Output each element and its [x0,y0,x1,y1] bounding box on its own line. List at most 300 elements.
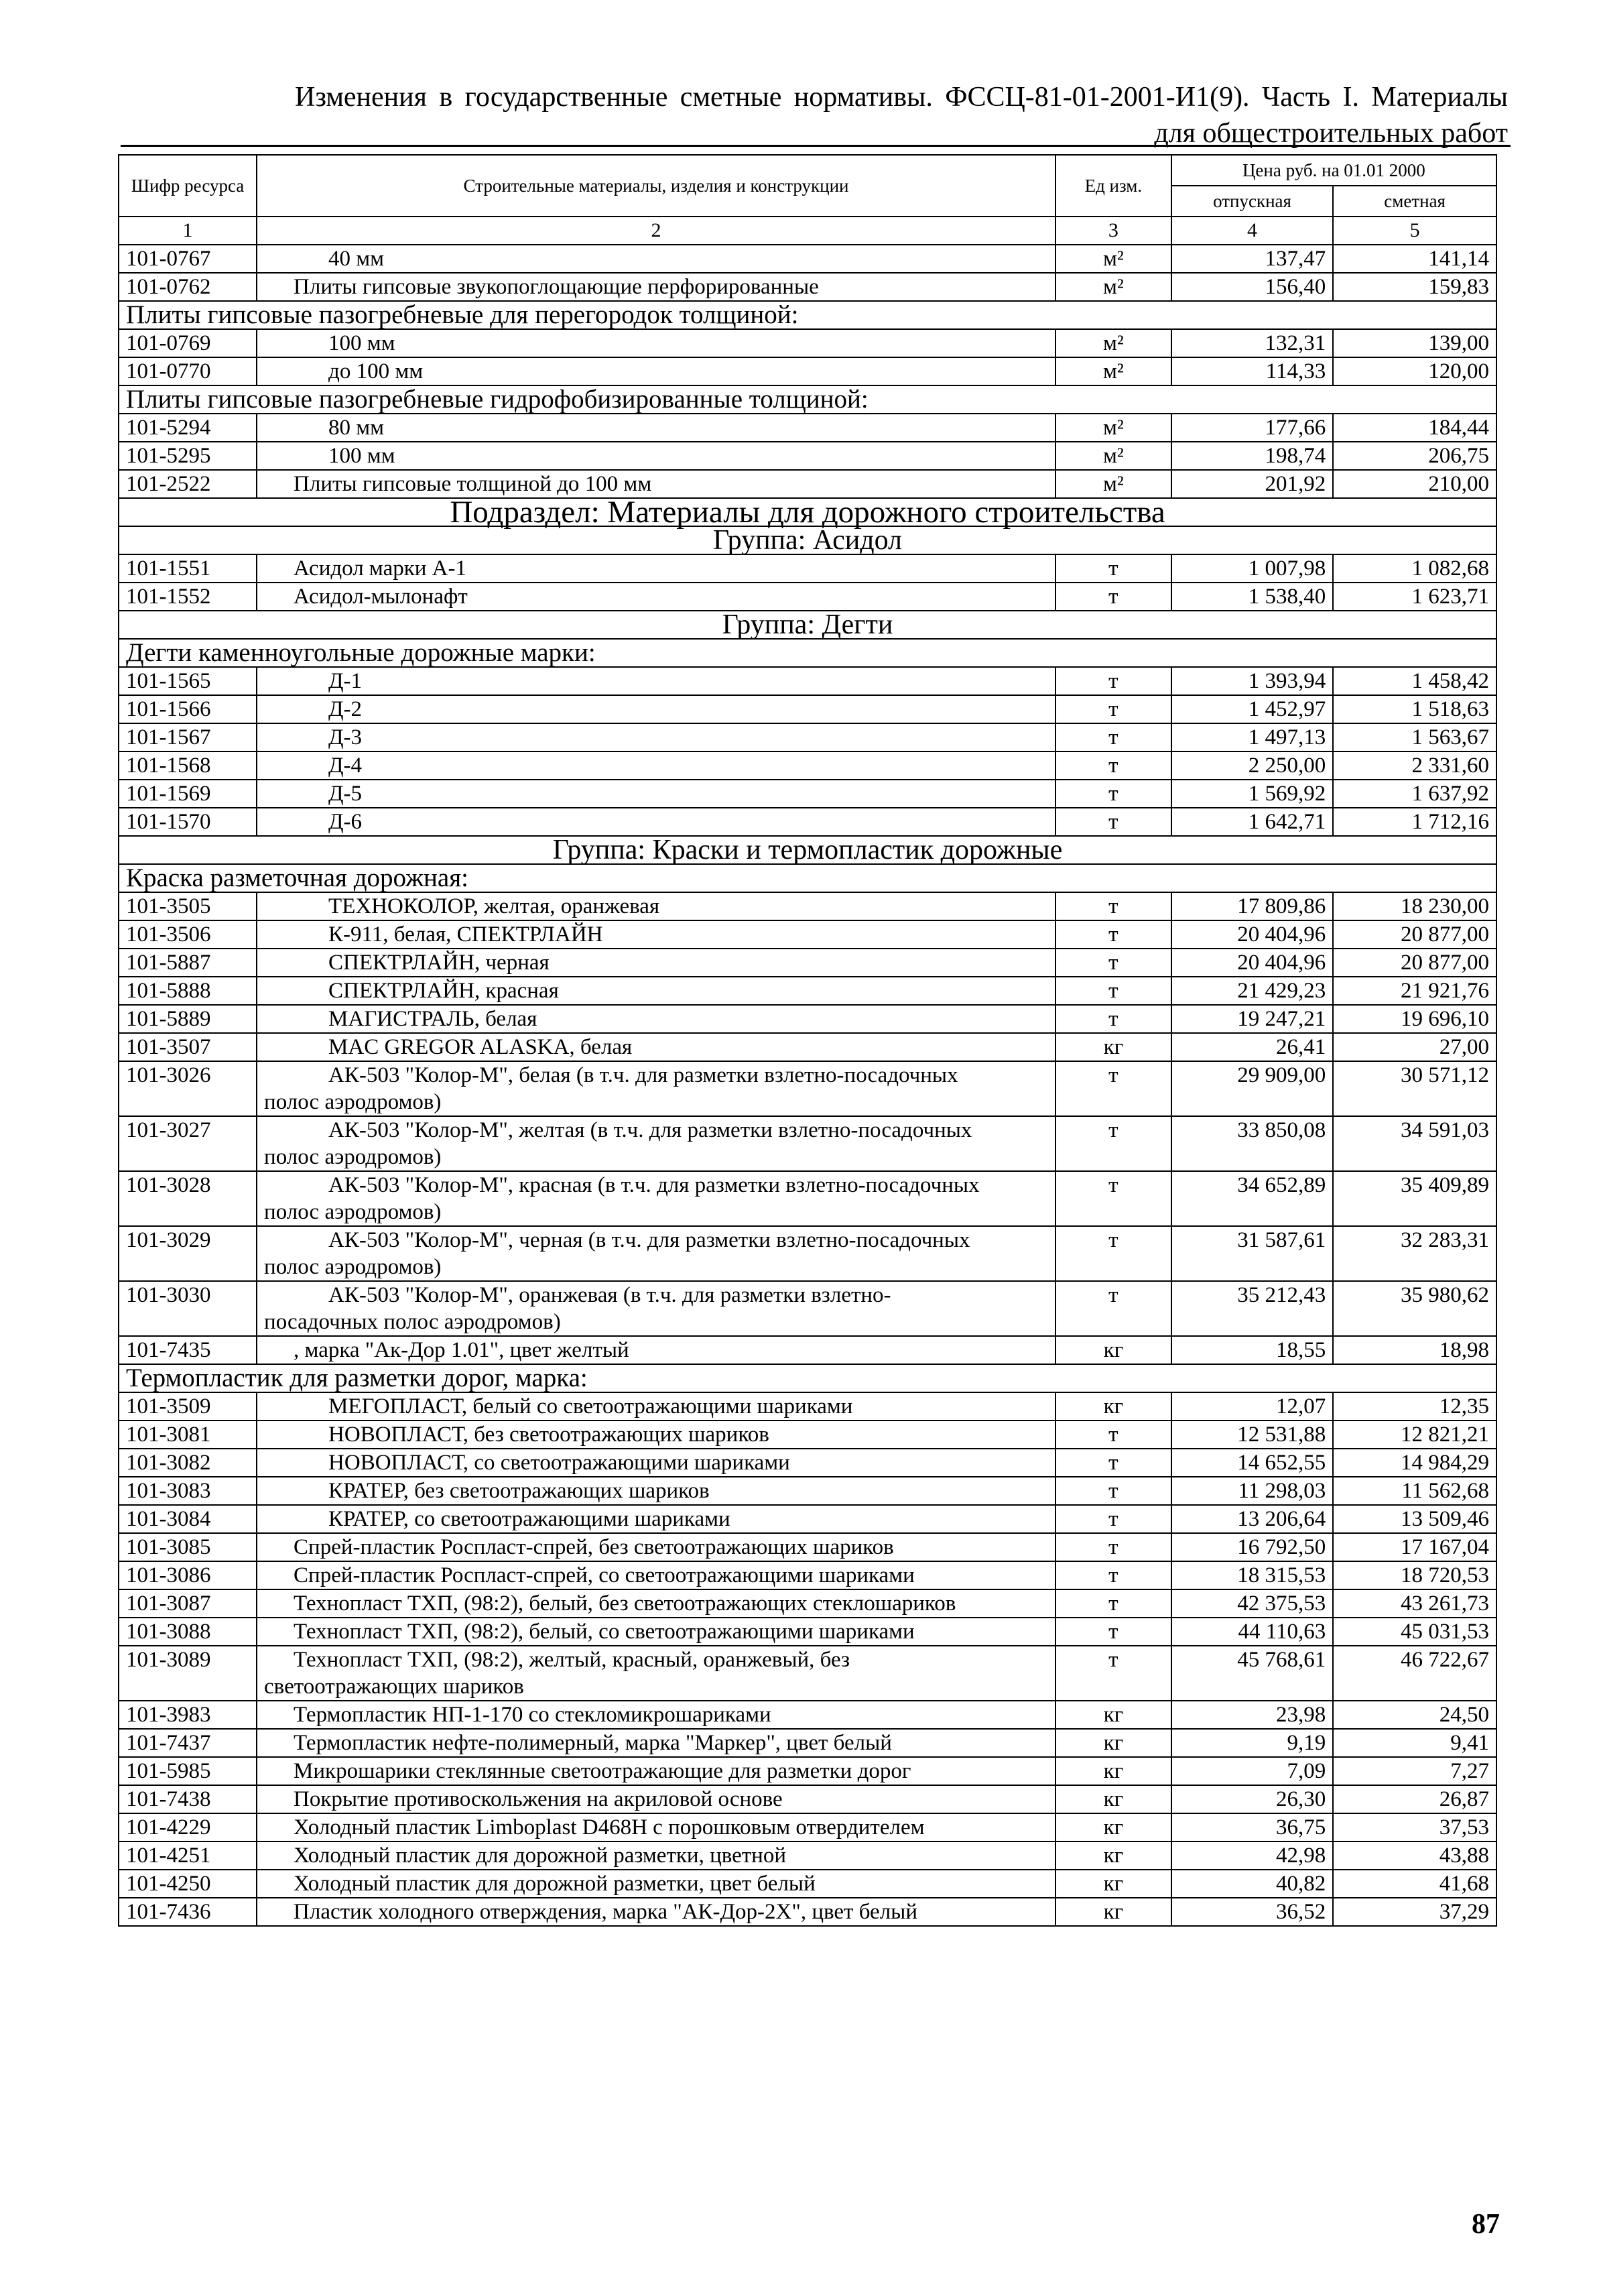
table-row [119,1870,1496,1898]
material-name-text: Холодный пластик для дорожной разметки, цвет белый [294,1872,816,1896]
resource-code: 101-3082 [119,1449,257,1477]
group-row [119,611,1496,639]
release-price: 1 452,97 [1171,695,1333,723]
table-row [119,949,1496,977]
material-name-text: Холодный пластик для дорожной разметки, цветной [294,1844,787,1868]
material-name-text: СПЕКТРЛАЙН, красная [328,979,559,1003]
estimate-price: 18,98 [1333,1336,1496,1364]
material-name-text: Д-1 [328,669,363,693]
resource-code: 101-0767 [119,245,257,273]
resource-code: 101-7435 [119,1336,257,1364]
material-name [257,414,1056,442]
material-name [257,667,1056,695]
material-name-text: MAC GREGOR ALASKA, белая [328,1035,633,1059]
resource-code: 101-3507 [119,1033,257,1061]
release-price: 19 247,21 [1171,1005,1333,1033]
unit-of-measure: т [1056,723,1171,751]
release-price: 12,07 [1171,1392,1333,1421]
estimate-price: 17 167,04 [1333,1533,1496,1561]
table-row [119,751,1496,780]
release-price: 2 250,00 [1171,751,1333,780]
estimate-price: 184,44 [1333,414,1496,442]
estimate-price: 46 722,67 [1333,1646,1496,1701]
material-name-text: Термопластик НП-1-170 со стекломикрошариками [294,1703,771,1727]
material-name-text: Д-4 [328,753,363,778]
resource-code: 101-1566 [119,695,257,723]
estimate-price: 19 696,10 [1333,1005,1496,1033]
material-name-text: Спрей-пластик Роспласт-спрей, без светоотражающих шариков [294,1535,894,1559]
material-name [257,1033,1056,1061]
resource-code: 101-3505 [119,892,257,920]
release-price: 198,74 [1171,442,1333,470]
resource-code: 101-5294 [119,414,257,442]
unit-of-measure: т [1056,949,1171,977]
material-name-text: Д-6 [328,810,363,834]
material-name-text: Плиты гипсовые толщиной до 100 мм [294,472,652,496]
release-price: 34 652,89 [1171,1171,1333,1226]
material-name [257,892,1056,920]
estimate-price: 210,00 [1333,470,1496,498]
estimate-price: 1 458,42 [1333,667,1496,695]
table-row [119,977,1496,1005]
table-row [119,470,1496,498]
table-row [119,1841,1496,1870]
unit-of-measure: т [1056,1116,1171,1171]
material-name-text: НОВОПЛАСТ, без светоотражающих шариков [328,1423,769,1447]
table-row [119,1729,1496,1757]
estimate-price: 1 712,16 [1333,808,1496,836]
release-price: 20 404,96 [1171,920,1333,949]
estimate-price: 41,68 [1333,1870,1496,1898]
material-name [257,1533,1056,1561]
head-name: Строительные материалы, изделия и конструкции [257,155,1056,217]
material-name-text: Плиты гипсовые звукопоглощающие перфорированные [294,275,819,299]
release-price: 14 652,55 [1171,1449,1333,1477]
release-price: 17 809,86 [1171,892,1333,920]
resource-code: 101-5888 [119,977,257,1005]
release-price: 33 850,08 [1171,1116,1333,1171]
unit-of-measure: т [1056,920,1171,949]
material-name [257,1841,1056,1870]
material-name-wrap [264,1227,1048,1280]
unit-of-measure: т [1056,1533,1171,1561]
material-name [257,554,1056,583]
estimate-price: 1 623,71 [1333,583,1496,611]
material-name [257,245,1056,273]
resource-code: 101-1570 [119,808,257,836]
estimate-price: 2 331,60 [1333,751,1496,780]
group-row [119,836,1496,864]
table-row [119,1226,1496,1281]
estimate-price: 120,00 [1333,357,1496,385]
estimate-price: 7,27 [1333,1757,1496,1785]
material-name-text: Покрытие противоскольжения на акриловой основе [294,1787,783,1811]
material-name-line2: посадочных полос аэродромов) [264,1310,561,1334]
resource-code: 101-3509 [119,1392,257,1421]
material-name-text: Технопласт ТХП, (98:2), белый, без светоотражающих стеклошариков [294,1591,956,1616]
material-name [257,1477,1056,1505]
release-price: 1 642,71 [1171,808,1333,836]
material-name-text: МАГИСТРАЛЬ, белая [328,1007,537,1031]
unit-of-measure: т [1056,1505,1171,1533]
material-name-text: Микрошарики стеклянные светоотражающие для разметки дорог [294,1759,911,1783]
material-name-text: НОВОПЛАСТ, со светоотражающими шариками [328,1451,790,1475]
unit-of-measure: т [1056,1646,1171,1701]
unit-of-measure: кг [1056,1870,1171,1898]
release-price: 1 007,98 [1171,554,1333,583]
estimate-price: 1 637,92 [1333,780,1496,808]
unit-of-measure: т [1056,780,1171,808]
running-header [295,79,1508,152]
resource-code: 101-3030 [119,1281,257,1336]
resource-code: 101-3029 [119,1226,257,1281]
material-name-line2: полос аэродромов) [264,1090,442,1114]
unit-of-measure: т [1056,554,1171,583]
estimate-price: 12 821,21 [1333,1421,1496,1449]
table-row [119,1701,1496,1729]
unit-of-measure: т [1056,1061,1171,1116]
material-name-line1: Технопласт ТХП, (98:2), желтый, красный, оранжевый, без [294,1648,850,1672]
material-name [257,1729,1056,1757]
material-name-text: 100 мм [328,331,395,355]
resource-code: 101-1551 [119,554,257,583]
material-name-wrap [264,1282,1048,1335]
subheading-row [119,864,1496,892]
group-title: Группа: Краски и термопластик дорожные [119,836,1496,864]
material-name-text: до 100 мм [328,359,424,383]
release-price: 21 429,23 [1171,977,1333,1005]
material-name-text: Холодный пластик Limboplast D468H с порошковым отвердителем [294,1815,925,1839]
material-name-wrap [264,1117,1048,1170]
group-title: Группа: Дегти [119,611,1496,639]
release-price: 18 315,53 [1171,1561,1333,1589]
resource-code: 101-7436 [119,1898,257,1926]
header-rule [121,145,1511,147]
resource-code: 101-3026 [119,1061,257,1116]
table-head [119,155,1496,245]
material-name [257,780,1056,808]
estimate-price: 32 283,31 [1333,1226,1496,1281]
material-name [257,949,1056,977]
unit-of-measure: т [1056,1281,1171,1336]
estimate-price: 159,83 [1333,273,1496,301]
material-name-line2: светоотражающих шариков [264,1675,524,1699]
release-price: 36,75 [1171,1813,1333,1841]
estimate-price: 18 230,00 [1333,892,1496,920]
table-row [119,1171,1496,1226]
estimate-price: 1 518,63 [1333,695,1496,723]
resource-code: 101-0769 [119,329,257,357]
unit-of-measure: м² [1056,273,1171,301]
table-row [119,1785,1496,1813]
release-price: 201,92 [1171,470,1333,498]
material-name-text: Спрей-пластик Роспласт-спрей, со светоотражающими шариками [294,1563,915,1587]
resource-code: 101-3028 [119,1171,257,1226]
material-name [257,808,1056,836]
material-name [257,442,1056,470]
subheading-text: Термопластик для разметки дорог, марка: [119,1364,1496,1392]
table-body [119,245,1496,1926]
subheading-text: Плиты гипсовые пазогребневые для перегородок толщиной: [119,301,1496,329]
material-name-text: Термопластик нефте-полимерный, марка "Маркер", цвет белый [294,1731,892,1755]
resource-code: 101-4229 [119,1813,257,1841]
release-price: 11 298,03 [1171,1477,1333,1505]
table-row [119,1005,1496,1033]
resource-code: 101-4251 [119,1841,257,1870]
material-name [257,977,1056,1005]
table-row [119,1061,1496,1116]
material-name-text: Д-3 [328,725,363,749]
release-price: 1 538,40 [1171,583,1333,611]
material-name [257,1505,1056,1533]
material-name-text: 80 мм [328,416,385,440]
material-name [257,357,1056,385]
table-row [119,780,1496,808]
resource-code: 101-5295 [119,442,257,470]
subheading-row [119,1364,1496,1392]
release-price: 9,19 [1171,1729,1333,1757]
resource-code: 101-4250 [119,1870,257,1898]
material-name-text: Технопласт ТХП, (98:2), белый, со светоотражающими шариками [294,1620,915,1644]
colnum-2: 2 [257,217,1056,245]
table-row [119,245,1496,273]
unit-of-measure: м² [1056,245,1171,273]
head-code: Шифр ресурса [119,155,257,217]
release-price: 31 587,61 [1171,1226,1333,1281]
material-name [257,1116,1056,1171]
page-number: 87 [1472,2209,1500,2240]
release-price: 1 569,92 [1171,780,1333,808]
release-price: 45 768,61 [1171,1646,1333,1701]
table-row [119,414,1496,442]
estimate-price: 45 031,53 [1333,1618,1496,1646]
estimate-price: 13 509,46 [1333,1505,1496,1533]
material-name [257,470,1056,498]
material-name [257,1171,1056,1226]
material-name [257,1618,1056,1646]
resource-code: 101-3506 [119,920,257,949]
group-row [119,526,1496,554]
estimate-price: 139,00 [1333,329,1496,357]
unit-of-measure: кг [1056,1033,1171,1061]
table-row [119,583,1496,611]
resource-code: 101-2522 [119,470,257,498]
release-price: 35 212,43 [1171,1281,1333,1336]
material-name [257,1005,1056,1033]
table-row [119,273,1496,301]
table-row [119,920,1496,949]
subheading-text: Краска разметочная дорожная: [119,864,1496,892]
material-name-text: Асидол-мылонафт [294,585,468,609]
table-row [119,1589,1496,1618]
subheading-row [119,301,1496,329]
subsection-row [119,498,1496,526]
head-release-price: отпускная [1171,186,1333,217]
material-name [257,1870,1056,1898]
estimate-price: 1 082,68 [1333,554,1496,583]
release-price: 42,98 [1171,1841,1333,1870]
material-name [257,920,1056,949]
material-name [257,273,1056,301]
unit-of-measure: т [1056,808,1171,836]
material-name-text: Асидол марки А-1 [294,556,466,581]
material-name-text: Пластик холодного отверждения, марка "АК-Дор-2Х", цвет белый [294,1900,917,1924]
unit-of-measure: м² [1056,470,1171,498]
estimate-price: 21 921,76 [1333,977,1496,1005]
release-price: 29 909,00 [1171,1061,1333,1116]
subheading-text: Плиты гипсовые пазогребневые гидрофобизированные толщиной: [119,385,1496,414]
resource-code: 101-3083 [119,1477,257,1505]
resource-code: 101-3084 [119,1505,257,1533]
resource-code: 101-1565 [119,667,257,695]
unit-of-measure: кг [1056,1729,1171,1757]
resource-code: 101-3983 [119,1701,257,1729]
release-price: 114,33 [1171,357,1333,385]
release-price: 1 497,13 [1171,723,1333,751]
column-numbers-row [119,217,1496,245]
estimate-price: 14 984,29 [1333,1449,1496,1477]
release-price: 26,30 [1171,1785,1333,1813]
colnum-5: 5 [1333,217,1496,245]
resource-code: 101-3085 [119,1533,257,1561]
unit-of-measure: кг [1056,1701,1171,1729]
release-price: 26,41 [1171,1033,1333,1061]
subheading-text: Дегти каменноугольные дорожные марки: [119,639,1496,667]
release-price: 132,31 [1171,329,1333,357]
estimate-price: 9,41 [1333,1729,1496,1757]
unit-of-measure: т [1056,1618,1171,1646]
table-row [119,1813,1496,1841]
material-name [257,1281,1056,1336]
unit-of-measure: м² [1056,414,1171,442]
material-name-text: Д-2 [328,697,363,721]
subheading-row [119,639,1496,667]
material-name-text: КРАТЕР, без светоотражающих шариков [328,1479,710,1503]
release-price: 7,09 [1171,1757,1333,1785]
material-name [257,1421,1056,1449]
resource-code: 101-3027 [119,1116,257,1171]
resource-code: 101-3086 [119,1561,257,1589]
table-row [119,554,1496,583]
unit-of-measure: кг [1056,1898,1171,1926]
unit-of-measure: кг [1056,1757,1171,1785]
table-row [119,1646,1496,1701]
material-name [257,1898,1056,1926]
table-row [119,1116,1496,1171]
unit-of-measure: м² [1056,357,1171,385]
material-name-text: МЕГОПЛАСТ, белый со светоотражающими шариками [328,1394,853,1418]
material-name-text: 100 мм [328,444,395,468]
head-unit: Ед изм. [1056,155,1171,217]
table-row [119,1505,1496,1533]
material-name-line1: АК-503 "Колор-М", черная (в т.ч. для разметки взлетно-посадочных [328,1228,970,1252]
resource-code: 101-3088 [119,1618,257,1646]
colnum-3: 3 [1056,217,1171,245]
resource-code: 101-3081 [119,1421,257,1449]
material-name [257,1449,1056,1477]
material-name-text: Д-5 [328,782,363,806]
table-row [119,442,1496,470]
table-row [119,1757,1496,1785]
unit-of-measure: т [1056,1226,1171,1281]
table-row [119,1421,1496,1449]
resource-code: 101-0762 [119,273,257,301]
resource-code: 101-5889 [119,1005,257,1033]
release-price: 18,55 [1171,1336,1333,1364]
material-name [257,1646,1056,1701]
estimate-price: 43,88 [1333,1841,1496,1870]
head-estimate-price: сметная [1333,186,1496,217]
unit-of-measure: кг [1056,1392,1171,1421]
table-row [119,329,1496,357]
release-price: 20 404,96 [1171,949,1333,977]
material-name-text: К-911, белая, СПЕКТРЛАЙН [328,922,603,947]
estimate-price: 26,87 [1333,1785,1496,1813]
release-price: 42 375,53 [1171,1589,1333,1618]
unit-of-measure: т [1056,667,1171,695]
estimate-price: 20 877,00 [1333,949,1496,977]
material-name [257,1701,1056,1729]
material-name [257,1589,1056,1618]
material-name [257,1392,1056,1421]
release-price: 23,98 [1171,1701,1333,1729]
table-row [119,1561,1496,1589]
unit-of-measure: кг [1056,1336,1171,1364]
unit-of-measure: м² [1056,329,1171,357]
material-name-text: ТЕХНОКОЛОР, желтая, оранжевая [328,894,660,918]
unit-of-measure: т [1056,1561,1171,1589]
unit-of-measure: кг [1056,1841,1171,1870]
table-row [119,723,1496,751]
unit-of-measure: кг [1056,1813,1171,1841]
release-price: 40,82 [1171,1870,1333,1898]
estimate-price: 206,75 [1333,442,1496,470]
table-row [119,667,1496,695]
estimate-price: 34 591,03 [1333,1116,1496,1171]
release-price: 13 206,64 [1171,1505,1333,1533]
estimate-price: 24,50 [1333,1701,1496,1729]
material-name-wrap [264,1062,1048,1115]
estimate-price: 18 720,53 [1333,1561,1496,1589]
resource-code: 101-5985 [119,1757,257,1785]
table-row [119,1336,1496,1364]
table-row [119,1392,1496,1421]
estimate-price: 1 563,67 [1333,723,1496,751]
material-name-line2: полос аэродромов) [264,1200,442,1224]
material-name [257,695,1056,723]
resource-code: 101-3089 [119,1646,257,1701]
material-name-text: , марка "Ак-Дор 1.01", цвет желтый [294,1338,629,1362]
material-name [257,751,1056,780]
release-price: 44 110,63 [1171,1618,1333,1646]
subsection-title: Подраздел: Материалы для дорожного строительства [119,498,1496,526]
material-name-line2: полос аэродромов) [264,1255,442,1279]
material-name-line2: полос аэродромов) [264,1145,442,1169]
running-header-line1: Изменения в государственные сметные нормативы. ФССЦ-81-01-2001-И1(9). Часть I. Материалы для [295,82,1508,149]
table-row [119,695,1496,723]
table-row [119,1033,1496,1061]
release-price: 177,66 [1171,414,1333,442]
unit-of-measure: т [1056,751,1171,780]
estimate-price: 141,14 [1333,245,1496,273]
unit-of-measure: т [1056,977,1171,1005]
table-row [119,892,1496,920]
estimate-price: 12,35 [1333,1392,1496,1421]
estimate-price: 35 409,89 [1333,1171,1496,1226]
running-header-line2: общестроительных работ [1202,118,1508,149]
material-name [257,1785,1056,1813]
resource-code: 101-7438 [119,1785,257,1813]
